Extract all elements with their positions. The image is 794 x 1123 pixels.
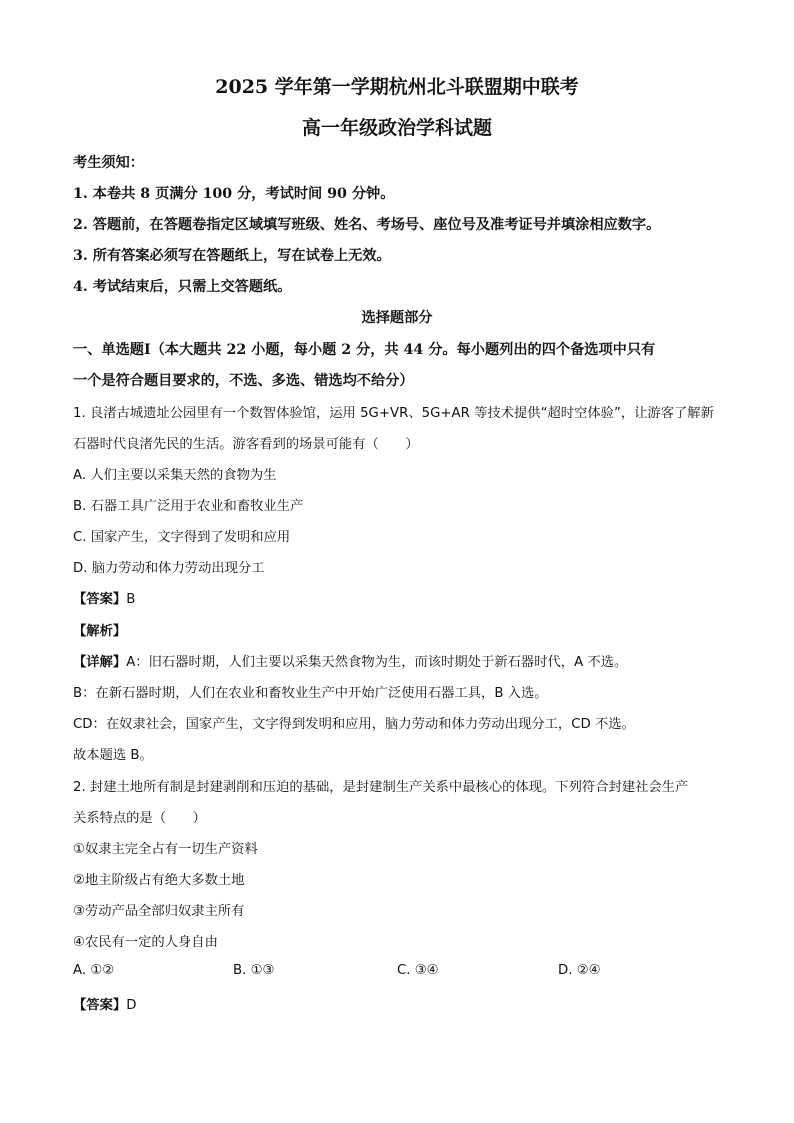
answer-tag: 【答案】 — [73, 998, 127, 1013]
q1-detail-line-2: B：在新石器时期，人们在农业和畜牧业生产中开始广泛使用石器工具，B 入选。 — [73, 686, 548, 701]
notice-item-4: 4. 考试结束后，只需上交答题纸。 — [73, 279, 292, 295]
q1-option-a: A. 人们主要以采集天然的食物为生 — [73, 468, 277, 483]
notice-item-1: 1. 本卷共 8 页满分 100 分，考试时间 90 分钟。 — [73, 186, 395, 202]
notice-item-2: 2. 答题前，在答题卷指定区域填写班级、姓名、考场号、座位号及准考证号并填涂相应数字。 — [73, 217, 661, 233]
q2-statement-1: ①奴隶主完全占有一切生产资料 — [73, 842, 258, 857]
answer-value: D — [126, 998, 137, 1013]
part-title: 选择题部分 — [361, 310, 433, 326]
q1-conclusion: 故本题选 B。 — [73, 748, 153, 763]
q2-stem-line-1: 2. 封建土地所有制是封建剥削和压迫的基础，是封建制生产关系中最核心的体现。下列符合封建社会生产 — [73, 780, 689, 795]
section-heading-line-1: 一、单选题Ⅰ（本大题共 22 小题，每小题 2 分，共 44 分。每小题列出的四个备选项中只有 — [73, 342, 656, 358]
q2-statement-2: ②地主阶级占有绝大多数土地 — [73, 873, 245, 888]
answer-tag: 【答案】 — [73, 592, 127, 607]
answer-value: B — [126, 592, 136, 607]
exam-title: 2025 学年第一学期杭州北斗联盟期中联考 — [215, 76, 579, 98]
q1-option-d: D. 脑力劳动和体力劳动出现分工 — [73, 561, 265, 576]
q2-statement-4: ④农民有一定的人身自由 — [73, 935, 218, 950]
q2-option-b: B. ①③ — [233, 963, 275, 978]
q1-analysis — [73, 620, 126, 639]
q2-statement-3: ③劳动产品全部归奴隶主所有 — [73, 904, 245, 919]
q2-option-d: D. ②④ — [558, 963, 601, 978]
q2-answer — [73, 994, 136, 1013]
q1-stem-line-1: 1. 良渚古城遗址公园里有一个数智体验馆，运用 5G+VR、5G+AR 等技术提供“超时空体验”，让游客了解新 — [73, 406, 714, 421]
detail-text: A：旧石器时期，人们主要以采集天然食物为生，而该时期处于新石器时代，A 不选。 — [126, 655, 628, 670]
q1-answer — [73, 588, 135, 607]
q1-option-b: B. 石器工具广泛用于农业和畜牧业生产 — [73, 499, 304, 514]
analysis-tag: 【解析】 — [73, 624, 127, 639]
section-heading-line-2: 一个是符合题目要求的，不选、多选、错选均不给分） — [73, 373, 414, 389]
detail-tag: 【详解】 — [73, 655, 127, 670]
notice-item-3: 3. 所有答案必须写在答题纸上，写在试卷上无效。 — [73, 248, 391, 264]
exam-subtitle: 高一年级政治学科试题 — [301, 117, 492, 139]
q1-detail-line-1 — [73, 651, 627, 670]
q2-option-c: C. ③④ — [397, 963, 439, 978]
q1-detail-line-3: CD：在奴隶社会，国家产生，文字得到发明和应用，脑力劳动和体力劳动出现分工，CD 不选。 — [73, 717, 635, 732]
q2-option-a: A. ①② — [73, 963, 115, 978]
notice-heading: 考生须知： — [73, 155, 144, 171]
q1-option-c: C. 国家产生，文字得到了发明和应用 — [73, 530, 291, 545]
q2-stem-line-2: 关系特点的是（ ） — [73, 811, 206, 826]
q1-stem-line-2: 石器时代良渚先民的生活。游客看到的场景可能有（ ） — [73, 437, 419, 452]
